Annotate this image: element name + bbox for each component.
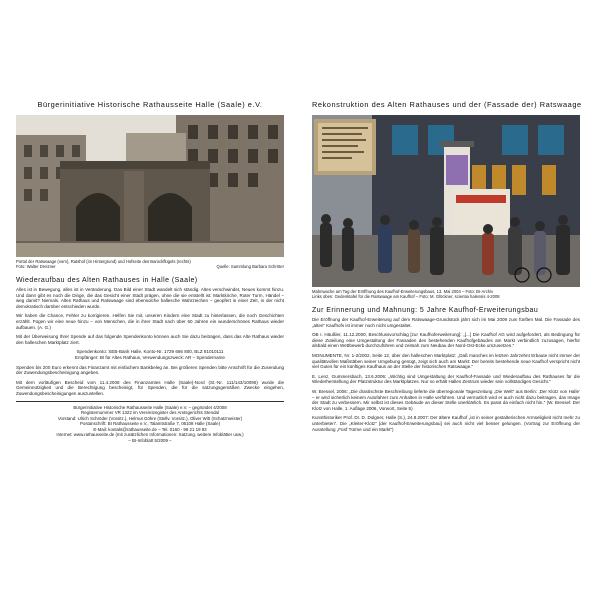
association-footer: [16, 401, 284, 444]
left-paragraph-2: Wir haben die Chance, Fehler zu korrigieren. Helfen Sie mit, unseren Kindern eine Stadt zu hinterlassen, die noch Geschichten erzählt. Fügen wir eine neue hinzu – von Menschen, die in ihrer Stadt nach über 60 Jahren ein wunderschönes Rathaus wieder aufbauen. (A. G.): [16, 313, 284, 330]
footer-line-7: – BI-Infoblatt 5/2009 –: [128, 437, 172, 443]
left-photo-source: Quelle: Sammlung Barbara Schröter: [216, 264, 284, 269]
right-photo-caption-line1: Mahnwache am Tag der Eröffnung des Kaufhof-Erweiterungsbaus, 13. Mai 2004 – Foto: BI-Archiv: [312, 289, 494, 294]
left-section-title: Wiederaufbau des Alten Rathauses in Halle (Saale): [16, 277, 198, 284]
footer-line-3: Vorstand: Ulrich Schröder (Vorsitz.), Helmut Göhre (Stellv. Vorsitz.), Oliver Witt (Schatzmeister): [57, 415, 243, 421]
footer-line-4: Postanschrift: BI Rathausseite e.V., Talamtstraße 7, 06108 Halle (Saale): [79, 421, 221, 426]
ratswaage-portal-photo: [16, 115, 284, 257]
footer-line-5: E-Mail: kontakt@rathausseite.de – Tel. 0160 - 99 21 19 93: [93, 426, 207, 432]
right-section-title: Zur Erinnerung und Mahnung: 5 Jahre Kaufhof-Erweiterungsbau: [312, 307, 539, 314]
left-column: [16, 100, 284, 443]
left-paragraph-1: Alles ist in Bewegung, alles ist in Veränderung. Das Bild einer Stadt wandelt sich ständig. Altes verschwindet, Neues kommt hinzu. Und dann gibt es noch die Dinge, die das Gesicht einer Stadt prägen, ohne die sie entstellt ist: Marktkirche, Roter Turm, Händel – weg damit? Niemals. Altes Rathaus und Ratswaage sind ebensolche hallesche Wahrzeichen – geopfert in einer Zeit, in der nicht demokratisch darüber entschieden wurde.: [16, 287, 284, 309]
vigil-photo: [312, 115, 580, 287]
left-paragraph-3: Mit der Überweisung Ihrer Spende auf das folgende Spendenkonto können auch Sie dazu beitragen, dass das Alte Rathaus wieder den halleschen Marktplatz ziert.: [16, 334, 284, 345]
footer-line-1: Bürgerinitiative Historische Rathausseite Halle (Saale) e.V. – gegründet 4/2008: [73, 404, 227, 410]
right-photo-caption: [312, 289, 580, 299]
right-photo-caption-line2: Links oben: Gedenktafel für die Ratswaage am Kaufhof – Foto: M. Glöckner, scientia halensis 4-2008: [312, 294, 500, 299]
right-column: [312, 100, 580, 436]
right-paragraph-2: OB I. Häußler, 11.12.2000, Beschlussvorschlag [zur Kaufhoferweiterung]: „[...] Die Kaufhof AG wird aufgefordert, als Bedingung für diese Zuteilung eine Umgestaltung der Fassaden des bestehenden Kaufhofgebäudes am Markt verbindlich zuzusagen, hierfür alsbald einen Wettbewerb durchzuführen und zeitnah zum Neubau der Nord-Ost-Ecke umzusetzen.“: [312, 332, 580, 349]
right-paragraph-3: MONUMENTE, Nr. 1-2/2002, Seite 12, über den halleschen Marktplatz: „Daß manches im letzten Jahrzehnt Erbaute nicht immer der qualitätvollen Maßstäben seiner Umgebung genügt, zeigt sich auch am Markt: Der bereits bestehende neue Kaufhof verspricht nicht viel Gutes für ein künftiges Kaufhaus an der Stelle der historischen Ratswaage.“: [312, 352, 580, 370]
left-paragraph-4: Spenden bis 200 Euro erkennt das Finanzamt mit einfachem Bankbeleg an. Bei größeren Spenden bitte Anschrift für die Zusendung der Zuwendungsbescheinigung angeben.: [16, 364, 284, 376]
left-heading: Bürgerinitiative Historische Rathausseite Halle (Saale) e.V.: [37, 100, 263, 109]
donation-account-line: Spendenkonto: SEB-Bank Halle, Konto-Nr. 1729 666 800, BLZ 81010111: [76, 349, 224, 355]
ratswaage-portal-image: [16, 115, 284, 257]
left-photo-caption-line1: Portal der Ratswaage (vorn), Ratshof (im Hintergrund) und Hofseite des Barockflügels (rechts): [16, 259, 191, 264]
footer-line-2: Registernummer VR 1322 im Vereinsregister des Amtsgerichts Stendal: [81, 410, 219, 415]
right-paragraph-4: E. Lenz, Gummersbach, 13.6.2006: „Wichtig sind Umgestaltung der Kaufhof-Fassade und Wiederaufbau des Rathauses für die Wiederherstellung der Platzstruktur des Marktplatzes. Nur so erhält Halles Zentrum wieder sein vollständiges Gesicht.“: [312, 373, 580, 385]
right-paragraph-5: W. Bressel, 2006: „Die drastischste Beschreibung lieferte die überregionale Tageszeitung „Die Welt“ aus Berlin: ‚Der Klotz von Halle‘ – er wird sicherlich keinem Autofahrer zum Anhalten in Halle verführen. Und vermutlich wird er auch nicht dazu beitragen, das Image der Stadt zu verbessern. Mir selbst ist dieses Gebäude an dieser Stelle unerklärlich. Es passt da einfach nicht hin.“ (W. Bressel: Der Klotz von Halle, 1. Auflage 2006, Vorwort, Seite 5): [312, 388, 580, 411]
footer-line-6: Internet: www.rathausseite.de (mit zusätzlichen Informationen: Satzung, weitere Infoblätter usw.): [56, 432, 244, 437]
right-heading: Rekonstruktion des Alten Rathauses und der (Fassade der) Ratswaage: [312, 100, 582, 109]
right-paragraph-6: Kunsthistoriker Prof. Dr. D. Dolgner, Halle (S.), 24.8.2007: Der ältere Kaufhof „ist in seiner gestalterischen Armseligkeit nicht mehr zu unterbieten“. Die „Kleiter-Klotz“ [der Kaufhof-Erweiterungsbau] sei auch nicht viel besser gelungen. (Vortrag zur Eröffnung der Ausstellung „Fünf Türme und ein Markt“): [312, 415, 580, 432]
left-paragraph-5: Mit dem vorläufigen Bescheid vom 11.4.2008 des Finanzamtes Halle (Saale)-Nord (St.-Nr. 111/143/10095) wurde die Gemeinnützigkeit und die Berechtigung bescheinigt, für Spenden, die für die satzungsgemäßen Zwecke eingehen, Zuwendungsbescheinigungen auszustellen.: [16, 379, 284, 396]
donation-recipient-line: Empfänger: BI für Altes Rathaus, Verwendungszweck: AR – Spendername: [75, 354, 225, 360]
vigil-image: [312, 115, 580, 287]
right-paragraph-1: Die Eröffnung der Kaufhof-Erweiterung auf dem Ratswaage-Grundstück jährt sich im Mai 2009 zum fünften Mal. Die Fassade des „alten“ Kaufhofs ist immer noch nicht umgestaltet.: [312, 317, 580, 328]
left-photo-caption: [16, 259, 284, 269]
left-photo-credit: Foto: Walter Dreizner: [16, 264, 56, 269]
